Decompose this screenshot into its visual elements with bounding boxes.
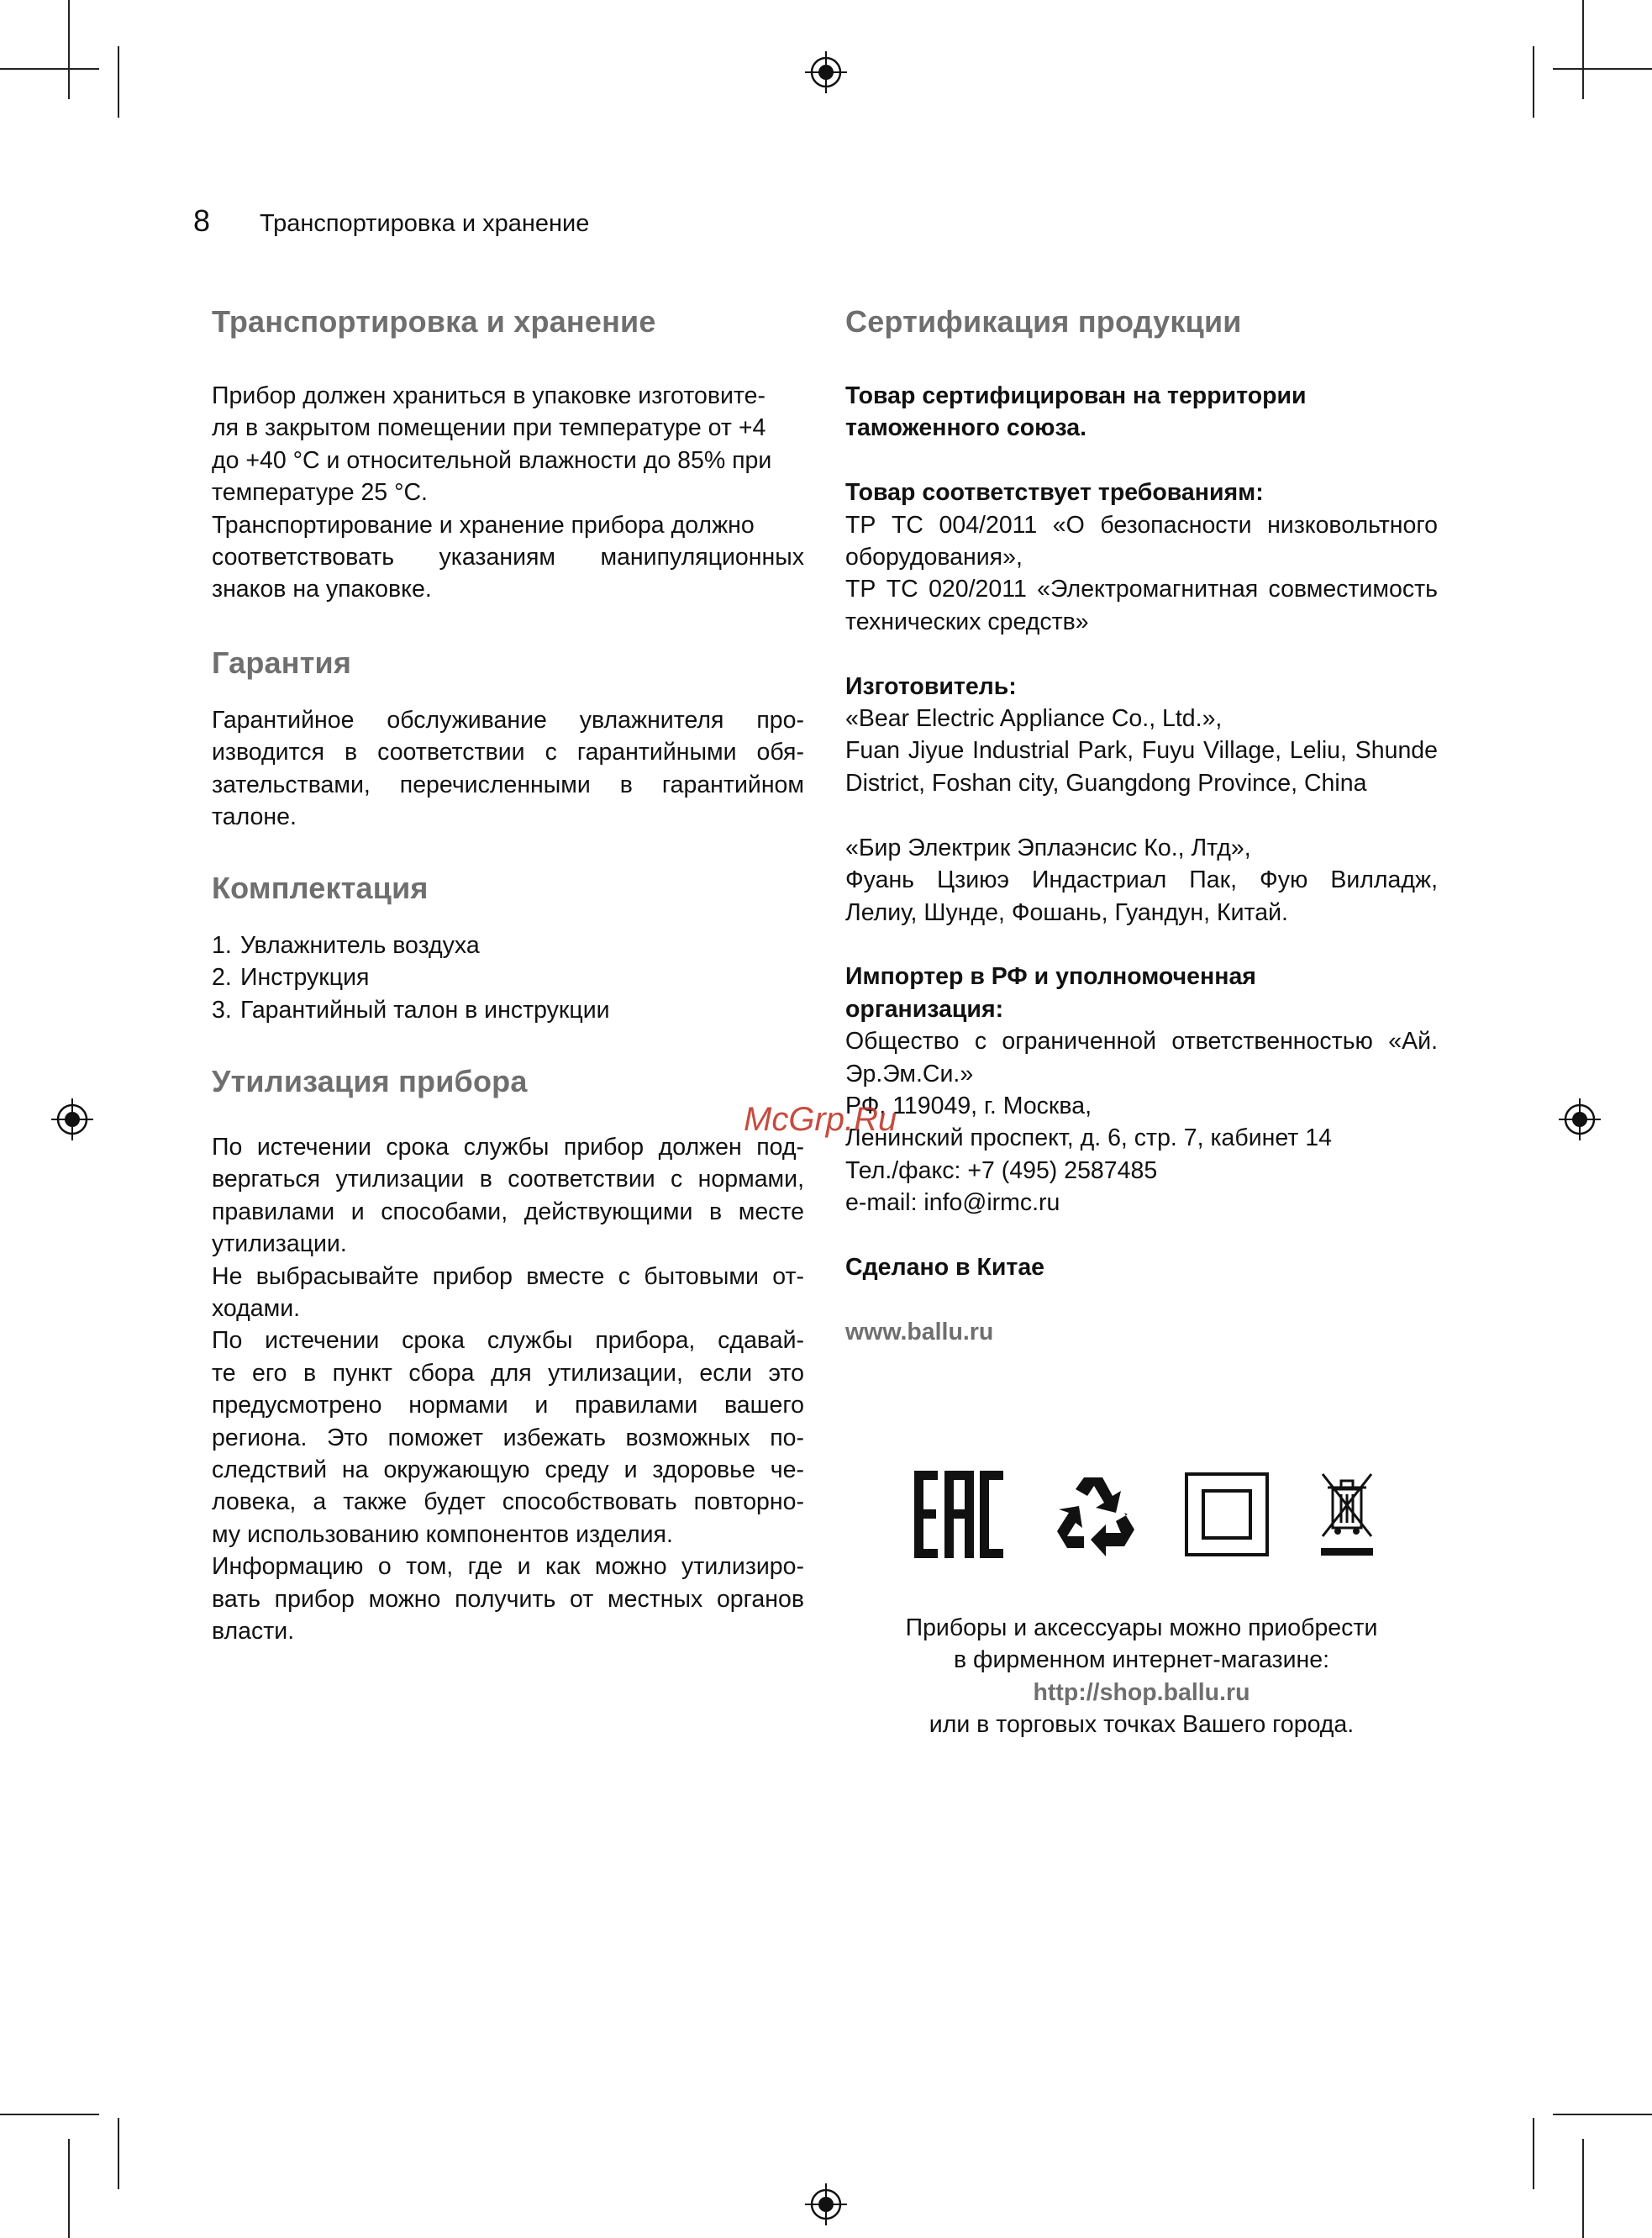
contents-list (212, 929, 804, 1026)
warranty-section (212, 645, 804, 681)
importer-line: Эр.Эм.Си.» (845, 1060, 974, 1087)
certification-section (845, 304, 1438, 340)
list-item: 3. Гарантийный талон в инструкции (212, 996, 610, 1024)
text-line: те его в пункт сбора для утилизации, если это (212, 1359, 804, 1387)
requirement-line: ТР ТС 004/2011 «О безопасности низковольтного (845, 511, 1438, 539)
text-line: Транспортирование и хранение прибора должно (212, 511, 755, 539)
importer-title: Импортер в РФ и уполномоченная (845, 963, 1256, 991)
text-line: вать прибор можно получить от местных органов (212, 1585, 804, 1613)
crop-mark (1582, 2139, 1584, 2238)
manufacturer-line: «Bear Electric Appliance Co., Ltd.», (845, 705, 1223, 733)
text-line: ля в закрытом помещении при температуре от +4 (212, 414, 766, 442)
shop-line: в фирменном интернет-магазине: (953, 1646, 1330, 1674)
crop-mark (118, 2118, 119, 2189)
shop-line: Приборы и аксессуары можно приобрести (905, 1614, 1378, 1641)
text-line: утилизации. (212, 1230, 347, 1258)
eac-logo (914, 1471, 1003, 1558)
importer-email: e-mail: info@irmc.ru (845, 1189, 1060, 1217)
transport-section (212, 304, 804, 340)
manufacturer-line: District, Foshan city, Guangdong Province, China (845, 769, 1367, 797)
registration-mark-icon (805, 51, 847, 93)
text-line: вергаться утилизации в соответствии с нормами, (212, 1166, 804, 1193)
contents-section (212, 871, 804, 906)
text-line: до +40 °С и относительной влажности до 85% при (212, 446, 772, 474)
weee-bin-icon (1318, 1469, 1376, 1560)
shop-info (845, 1612, 1438, 1741)
importer-title: организация: (845, 995, 1004, 1023)
manufacturer-title: Изготовитель: (845, 672, 1017, 700)
running-header: Транспортировка и хранение (260, 210, 590, 237)
certification-heading: Сертификация продукции (845, 304, 1242, 339)
list-item: 1. Увлажнитель воздуха (212, 932, 480, 959)
manufacturer-ru-line: «Бир Электрик Эплаэнсис Ко., Лтд», (845, 834, 1251, 861)
crop-mark (1533, 2118, 1534, 2189)
crop-mark (68, 0, 70, 99)
warranty-heading: Гарантия (212, 645, 352, 680)
disposal-text (212, 1131, 804, 1648)
shop-line: или в торговых точках Вашего города. (929, 1711, 1355, 1739)
text-line: Гарантийное обслуживание увлажнителя про- (212, 707, 804, 734)
text-line: По истечении срока службы прибора, сдавай- (212, 1327, 804, 1355)
registration-mark-icon (1559, 1098, 1601, 1140)
crop-mark (118, 46, 119, 118)
certified-line: таможенного союза. (845, 414, 1087, 442)
text-line: ходами. (212, 1295, 301, 1323)
importer-line: Ленинский проспект, д. 6, стр. 7, кабинет 14 (845, 1124, 1332, 1152)
text-line: По истечении срока службы прибор должен под- (212, 1134, 804, 1161)
disposal-section (212, 1064, 804, 1099)
manufacturer-ru-line: Лелиу, Шунде, Фошань, Гуандун, Китай. (845, 898, 1288, 926)
requirement-line: ТР ТС 020/2011 «Электромагнитная совместимость (845, 576, 1438, 603)
disposal-heading: Утилизация прибора (212, 1064, 528, 1098)
text-line: зательствами, перечисленными в гарантийном (212, 771, 804, 798)
text-line: знаков на упаковке. (212, 576, 432, 603)
certified-line: Товар сертифицирован на территории (845, 382, 1307, 409)
manufacturer-line: Fuan Jiyue Industrial Park, Fuyu Village, Leliu, Shunde (845, 737, 1438, 765)
list-item: 2. Инструкция (212, 964, 370, 992)
crop-mark (1553, 2114, 1652, 2115)
manufacturer-ru-line: Фуань Цзиюэ Индастриал Пак, Фую Вилладж, (845, 866, 1438, 894)
text-line: температуре 25 °С. (212, 479, 428, 507)
crop-mark (1582, 0, 1584, 99)
text-line: Информацию о том, где и как можно утилизиро- (212, 1553, 804, 1581)
importer-line: РФ, 119049, г. Москва, (845, 1092, 1092, 1119)
requirements-title: Товар соответствует требованиям: (845, 479, 1264, 507)
text-line: предусмотрено нормами и правилами вашего (212, 1392, 804, 1419)
text-line: талоне. (212, 803, 297, 831)
crop-mark (0, 68, 99, 70)
text-line: му использованию компонентов изделия. (212, 1520, 673, 1548)
transport-heading: Транспортировка и хранение (212, 304, 656, 339)
transport-text (212, 380, 804, 606)
text-line: изводится в соответствии с гарантийными обя- (212, 739, 804, 766)
watermark: McGrp.Ru (744, 1101, 897, 1138)
recycle-icon (1050, 1472, 1138, 1556)
registration-mark-icon (805, 2183, 847, 2225)
crop-mark (1553, 68, 1652, 70)
text-line: следствий на окружающую среду и здоровье че- (212, 1456, 804, 1484)
crop-mark (68, 2139, 70, 2238)
crop-mark (0, 2114, 99, 2115)
requirement-line: оборудования», (845, 544, 1023, 571)
registration-mark-icon (51, 1098, 93, 1140)
text-line: Не выбрасывайте прибор вместе с бытовыми от- (212, 1262, 804, 1290)
warranty-text (212, 704, 804, 834)
text-line: власти. (212, 1618, 295, 1646)
text-line: Прибор должен храниться в упаковке изготовите- (212, 382, 765, 409)
importer-line: Общество с ограниченной ответственностью «Ай. (845, 1028, 1438, 1056)
text-line: ловека, а также будет способствовать повторно- (212, 1488, 804, 1516)
text-line: правилами и способами, действующими в месте (212, 1198, 804, 1225)
importer-phone: Тел./факс: +7 (495) 2587485 (845, 1156, 1158, 1184)
contents-heading: Комплектация (212, 871, 429, 905)
certification-text (845, 380, 1438, 1348)
text-line: региона. Это поможет избежать возможных по- (212, 1424, 804, 1451)
made-in: Сделано в Китае (845, 1253, 1045, 1281)
double-insulation-icon (1185, 1472, 1269, 1556)
page-number: 8 (193, 203, 211, 238)
crop-mark (1533, 46, 1534, 118)
website-link[interactable]: www.ballu.ru (845, 1318, 994, 1345)
requirement-line: технических средств» (845, 608, 1089, 635)
shop-url-link[interactable]: http://shop.ballu.ru (1033, 1678, 1250, 1706)
text-line: соответствовать указаниям манипуляционных (212, 544, 804, 571)
